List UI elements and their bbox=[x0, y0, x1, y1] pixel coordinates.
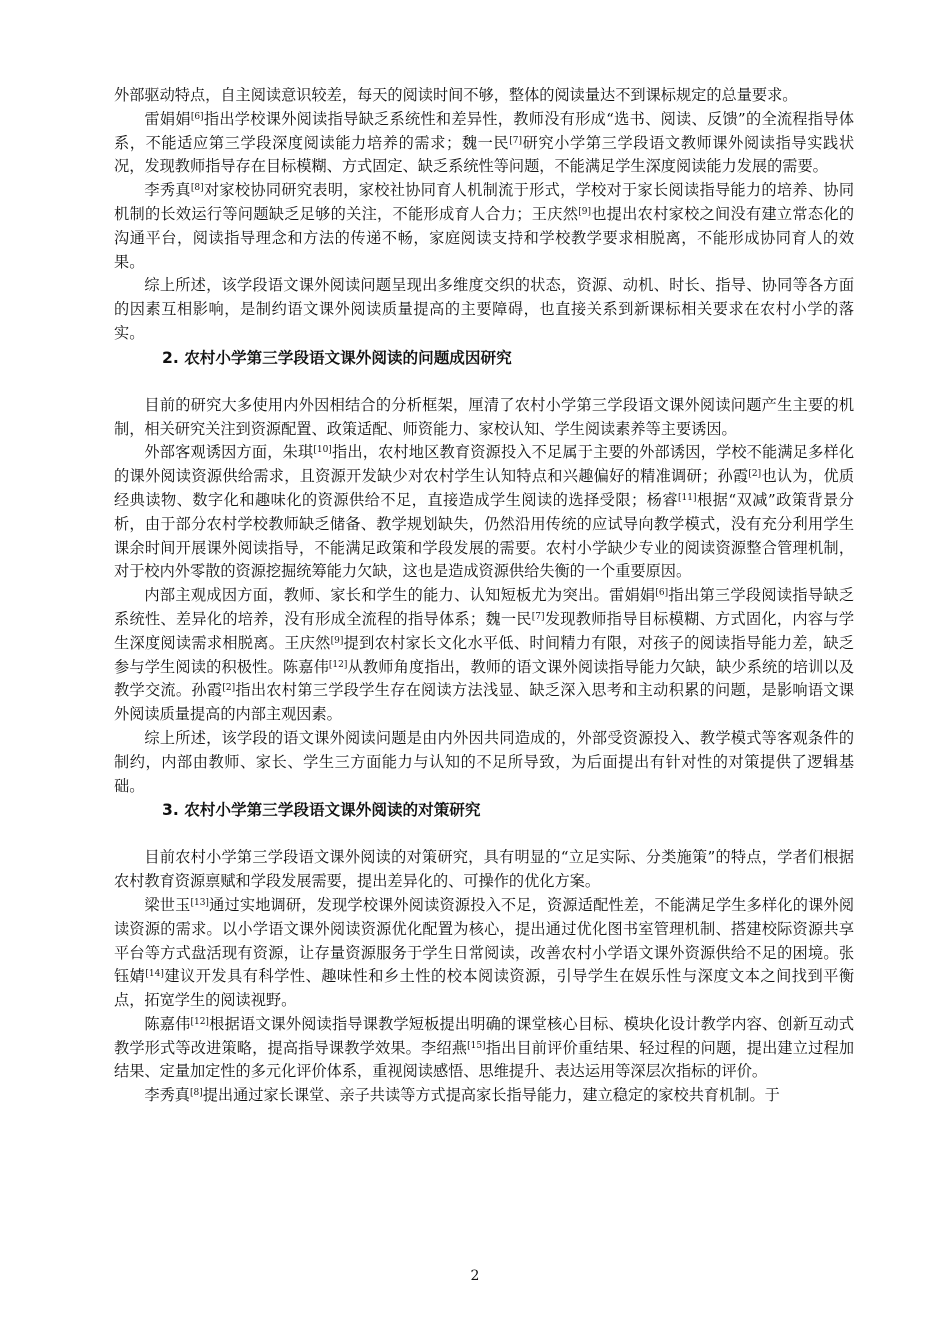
paragraph-text: 梁世玉 bbox=[144, 895, 191, 914]
paragraph-text: 陈嘉伟 bbox=[144, 1014, 191, 1033]
page-number: 2 bbox=[470, 1268, 480, 1284]
section-heading-2: 2. 农村小学第三学段语文课外阅读的问题成因研究 bbox=[162, 348, 512, 367]
paragraph-text: 通过实地调研，发现学校课外阅读资源投入不足，资源适配性差，不能满足学生多样化的课外阅读资源的需求。以小学语文课外阅读资源优化配置为核心，提出通过优化图书室管理机制、搭建校际资源共享平台等方式盘活现有资源，让存量资源服务于学生日常阅读，改善农村小学语文课外资源供给不足的困境。张钰婧 bbox=[114, 895, 855, 986]
citation-marker: [7] bbox=[531, 611, 545, 622]
paragraph-text: 从教师角度指出，教师的语文课外阅读指导能力欠缺，缺少系统的培训以及教学交流。孙霞 bbox=[114, 657, 855, 700]
paragraph-text: 外部客观诱因方面，朱琪 bbox=[144, 443, 314, 462]
paragraph-text: 李秀真 bbox=[144, 1086, 190, 1105]
body-paragraph bbox=[114, 441, 854, 584]
section-heading-3: 3. 农村小学第三学段语文课外阅读的对策研究 bbox=[162, 801, 481, 820]
citation-marker: [7] bbox=[509, 135, 522, 146]
paragraph-text: 指出目前评价重结果、轻过程的问题，提出建立过程加结果、定量加定性的多元化评价体系，重视阅读感悟、思维提升、表达运用等深层次指标的评价。 bbox=[114, 1038, 855, 1081]
citation-marker: [13] bbox=[190, 897, 209, 908]
paragraph-text: 指出，农村地区教育资源投入不足属于主要的外部诱因，学校不能满足多样化的课外阅读资源供给需求，且资源开发缺少对农村学生认知特点和兴趣偏好的精准调研；孙霞 bbox=[114, 443, 855, 486]
paragraph-text: 指出第三学段阅读指导缺乏系统性、差异化的培养，没有形成全流程的指导体系；魏一民 bbox=[114, 586, 855, 628]
body-paragraph bbox=[114, 394, 854, 442]
paragraph-text: 内部主观成因方面，教师、家长和学生的能力、认知短板尤为突出。雷娟娟 bbox=[144, 586, 656, 605]
paragraph-text: 提出通过家长课堂、亲子共读等方式提高家长指导能力，建立稳定的家校共育机制。于 bbox=[202, 1086, 780, 1105]
body-paragraph bbox=[114, 84, 854, 108]
citation-marker: [2] bbox=[748, 469, 762, 480]
body-paragraph bbox=[114, 1084, 854, 1108]
document-page bbox=[114, 84, 854, 1108]
citation-marker: [12] bbox=[190, 1016, 209, 1027]
paragraph-text: 也提出农村家校之间没有建立常态化的沟通平台，阅读指导理念和方法的传递不畅，家庭阅读支持和学校教学要求相脱离，不能形成协同育人的效果。 bbox=[114, 204, 855, 271]
paragraph-text: 对家校协同研究表明，家校社协同育人机制流于形式，学校对于家长阅读指导能力的培养、协同机制的长效运行等问题缺乏足够的关注，不能形成育人合力；王庆然 bbox=[114, 181, 855, 223]
citation-marker: [14] bbox=[145, 969, 164, 980]
paragraph-text: 外部驱动特点，自主阅读意识较差，每天的阅读时间不够，整体的阅读量达不到课标规定的总量要求。 bbox=[114, 86, 798, 104]
paragraph-text: 指出农村第三学段学生存在阅读方法浅显、缺乏深入思考和主动积累的问题，是影响语文课外阅读质量提高的内部主观因素。 bbox=[114, 681, 855, 724]
paragraph-text: 指出学校课外阅读指导缺乏系统性和差异性，教师没有形成“选书、阅读、反馈”的全流程指导体系，不能适应第三学段深度阅读能力培养的需求；魏一民 bbox=[114, 109, 855, 152]
heading-spacer bbox=[114, 370, 854, 394]
section-3-body bbox=[114, 846, 854, 1108]
citation-marker: [15] bbox=[467, 1040, 486, 1051]
citation-marker: [6] bbox=[655, 588, 669, 599]
citation-marker: [11] bbox=[678, 492, 697, 503]
body-paragraph bbox=[114, 584, 854, 727]
body-paragraph bbox=[114, 179, 854, 274]
body-paragraph bbox=[114, 274, 854, 345]
citation-marker: [12] bbox=[328, 659, 348, 670]
heading-spacer bbox=[114, 822, 854, 846]
citation-marker: [8] bbox=[189, 1088, 203, 1099]
paragraph-text: 根据“双减”政策背景分析，由于部分农村学校教师缺乏储备、教学规划缺失，仍然沿用传统的应试导向教学模式，没有充分利用学生课余时间开展课外阅读指导，不能满足政策和学段发展的需要。农村小学缺少专业的阅读资源整合管理机制，对于校内外零散的资源挖掘统筹能力欠缺，这也是造成资源供给失衡的一个重要原因。 bbox=[114, 490, 855, 581]
citation-marker: [6] bbox=[190, 111, 204, 122]
citation-marker: [9] bbox=[578, 206, 591, 217]
body-paragraph bbox=[114, 1013, 854, 1084]
paragraph-text: 发现教师指导目标模糊、方式固化，内容与学生深度阅读需求相脱离。王庆然 bbox=[114, 609, 855, 652]
paragraph-text: 研究小学第三学段语文教师课外阅读指导实践状况，发现教师指导存在目标模糊、方式固定、缺乏系统性等问题，不能满足学生深度阅读能力发展的需要。 bbox=[114, 133, 855, 176]
paragraph-text: 李秀真 bbox=[144, 181, 191, 200]
citation-marker: [8] bbox=[190, 183, 204, 194]
body-paragraph bbox=[114, 727, 854, 798]
citation-marker: [2] bbox=[222, 683, 236, 694]
body-paragraph bbox=[114, 108, 854, 179]
citation-marker: [9] bbox=[330, 635, 344, 646]
paragraph-text: 雷娟娟 bbox=[144, 109, 191, 128]
paragraph-text: 综上所述，该学段的语文课外阅读问题是由内外因共同造成的，外部受资源投入、教学模式等客观条件的制约，内部由教师、家长、学生三方面能力与认知的不足所导致，为后面提出有针对性的对策提供了逻辑基础。 bbox=[114, 728, 854, 795]
body-paragraph bbox=[114, 894, 854, 1013]
section-2-body bbox=[114, 394, 854, 799]
paragraph-text: 目前农村小学第三学段语文课外阅读的对策研究，具有明显的“立足实际、分类施策”的特点，学者们根据农村教育资源禀赋和学段发展需要，提出差异化的、可操作的优化方案。 bbox=[114, 848, 854, 891]
section-1-body bbox=[114, 84, 854, 346]
paragraph-text: 综上所述，该学段语文课外阅读问题呈现出多维度交织的状态，资源、动机、时长、指导、协同等各方面的因素互相影响，是制约语文课外阅读质量提高的主要障碍，也直接关系到新课标相关要求在农村小学的落实。 bbox=[114, 276, 854, 342]
citation-marker: [10] bbox=[313, 445, 332, 456]
paragraph-text: 建议开发具有科学性、趣味性和乡土性的校本阅读资源，引导学生在娱乐性与深度文本之间找到平衡点，拓宽学生的阅读视野。 bbox=[114, 967, 855, 1010]
paragraph-text: 提到农村家长文化水平低、时间精力有限，对孩子的阅读指导能力差，缺乏参与学生阅读的积极性。陈嘉伟 bbox=[114, 633, 855, 676]
paragraph-text: 也认为，优质经典读物、数字化和趣味化的资源供给不足，直接造成学生阅读的选择受限；杨睿 bbox=[114, 467, 855, 509]
paragraph-text: 目前的研究大多使用内外因相结合的分析框架，厘清了农村小学第三学段语文课外阅读问题产生主要的机制，相关研究关注到资源配置、政策适配、师资能力、家校认知、学生阅读素养等主要诱因。 bbox=[114, 395, 854, 438]
body-paragraph bbox=[114, 846, 854, 894]
paragraph-text: 根据语文课外阅读指导课教学短板提出明确的课堂核心目标、模块化设计教学内容、创新互动式教学形式等改进策略，提高指导课教学效果。李绍燕 bbox=[114, 1014, 855, 1057]
